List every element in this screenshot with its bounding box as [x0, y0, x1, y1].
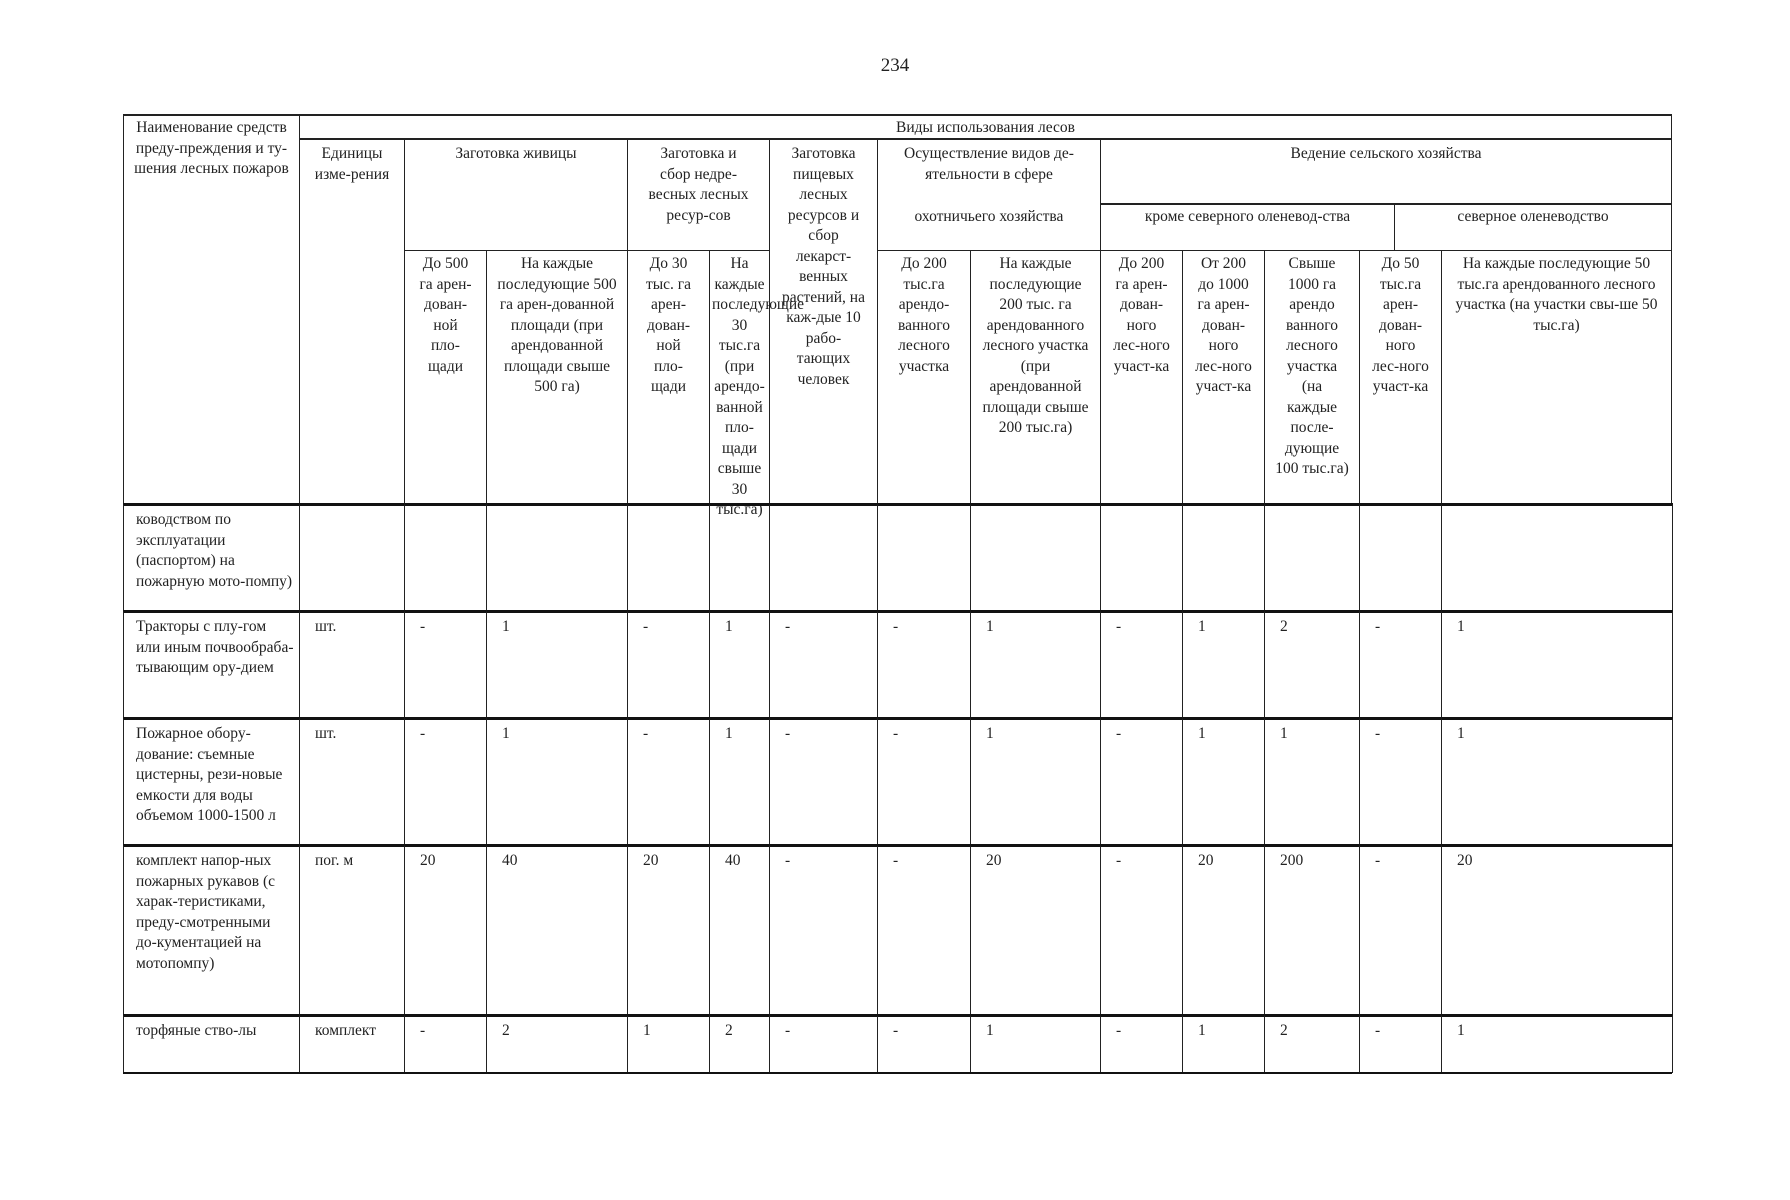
row-value-cell: -	[1100, 1014, 1183, 1073]
row-value-cell: -	[769, 717, 878, 845]
subheader-agri-3: Свыше 1000 га арендо ванного лесного участка (на каждые после-дующие 100 тыс.га)	[1264, 250, 1360, 504]
row-value-cell: 1	[1264, 717, 1360, 845]
row-value-cell: 1	[1441, 717, 1673, 845]
row-unit-cell: шт.	[299, 610, 405, 718]
subheader-resin-1: До 500 га арен-дован-ной пло-щади	[404, 250, 487, 504]
row-value-cell: 20	[970, 844, 1101, 1015]
row-value-cell	[1359, 503, 1442, 611]
row-value-cell: 2	[486, 1014, 628, 1073]
row-value-cell: -	[1100, 844, 1183, 1015]
row-value-cell: 2	[709, 1014, 770, 1073]
header-group-food: Заготовка пищевых лесных ресурсов и сбор лекарст-венных растений, на каж-дые 10 рабо-тающих человек	[769, 138, 878, 504]
row-value-cell: 1	[1182, 1014, 1265, 1073]
row-value-cell	[709, 503, 770, 611]
row-value-cell: -	[877, 610, 971, 718]
row-unit-cell: шт.	[299, 717, 405, 845]
header-agri-reindeer: северное оленеводство	[1394, 203, 1672, 251]
row-value-cell: -	[1359, 844, 1442, 1015]
row-value-cell: -	[1100, 717, 1183, 845]
subheader-hunting-1: До 200 тыс.га арендо-ванного лесного участка	[877, 250, 971, 504]
table-bottom-border	[123, 1072, 1672, 1074]
row-value-cell: 1	[709, 610, 770, 718]
row-value-cell	[1441, 503, 1673, 611]
header-group-agriculture: Ведение сельского хозяйства	[1100, 138, 1672, 204]
header-hunting-bottom: охотничьего хозяйства	[914, 208, 1064, 225]
row-value-cell: -	[1359, 717, 1442, 845]
page-number: 234	[880, 55, 910, 76]
row-value-cell: 1	[627, 1014, 710, 1073]
subheader-nonwood-1: До 30 тыс. га арен-дован-ной пло-щади	[627, 250, 710, 504]
row-value-cell: 1	[1441, 610, 1673, 718]
header-group-resin: Заготовка живицы	[404, 138, 628, 251]
row-unit-cell: пог. м	[299, 844, 405, 1015]
header-unit-column: Единицы изме-рения	[299, 138, 405, 504]
row-name-cell: Тракторы с плу-гом или иным почвообраба-тывающим ору-дием	[123, 610, 300, 718]
row-value-cell: 1	[709, 717, 770, 845]
row-value-cell: -	[877, 844, 971, 1015]
row-value-cell: 1	[1182, 610, 1265, 718]
row-value-cell: -	[769, 610, 878, 718]
subheader-agri-2: От 200 до 1000 га арен-дован-ного лес-ного участ-ка	[1182, 250, 1265, 504]
row-value-cell: 20	[404, 844, 487, 1015]
row-unit-cell: комплект	[299, 1014, 405, 1073]
row-value-cell: -	[404, 717, 487, 845]
row-value-cell: -	[404, 610, 487, 718]
row-name-cell: торфяные ство-лы	[123, 1014, 300, 1073]
row-value-cell	[486, 503, 628, 611]
row-value-cell: -	[877, 1014, 971, 1073]
row-value-cell	[1182, 503, 1265, 611]
row-value-cell: -	[1100, 610, 1183, 718]
subheader-resin-2: На каждые последующие 500 га арен-дованной площади (при арендованной площади свыше 500 га)	[486, 250, 628, 504]
header-name-column: Наименование средств преду-преждения и ту-шения лесных пожаров	[123, 114, 300, 504]
row-unit-cell	[299, 503, 405, 611]
subheader-agri-1: До 200 га арен-дован-ного лес-ного участ-ка	[1100, 250, 1183, 504]
row-value-cell: -	[769, 844, 878, 1015]
forest-fire-equipment-table	[123, 114, 1672, 1072]
row-value-cell: -	[769, 1014, 878, 1073]
header-hunting-top: Осуществление видов де-ятельности в сфере	[904, 145, 1074, 183]
header-group-hunting	[877, 138, 1101, 251]
row-value-cell: 20	[1182, 844, 1265, 1015]
row-value-cell	[1264, 503, 1360, 611]
row-value-cell	[769, 503, 878, 611]
header-forest-use-types: Виды использования лесов	[299, 114, 1672, 139]
subheader-rein-2: На каждые последующие 50 тыс.га арендованного лесного участка (на участки свы-ше 50 тыс.га)	[1441, 250, 1672, 504]
header-group-nonwood: Заготовка и сбор недре-весных лесных ресур-сов	[627, 138, 770, 251]
row-value-cell: 200	[1264, 844, 1360, 1015]
row-value-cell: 2	[1264, 610, 1360, 718]
row-value-cell: 40	[486, 844, 628, 1015]
row-name-cell: Пожарное обору-дование: съемные цистерны, рези-новые емкости для воды объемом 1000-1500 л	[123, 717, 300, 845]
row-value-cell: 1	[486, 717, 628, 845]
row-value-cell: 2	[1264, 1014, 1360, 1073]
row-value-cell	[877, 503, 971, 611]
subheader-rein-1: До 50 тыс.га арен-дован-ного лес-ного участ-ка	[1359, 250, 1442, 504]
row-value-cell	[627, 503, 710, 611]
row-name-cell: ководством по эксплуатации (паспортом) на пожарную мото-помпу)	[123, 503, 300, 611]
row-value-cell: -	[1359, 610, 1442, 718]
row-value-cell: -	[627, 610, 710, 718]
row-value-cell: -	[404, 1014, 487, 1073]
row-value-cell	[1100, 503, 1183, 611]
row-value-cell: 20	[627, 844, 710, 1015]
row-value-cell: 20	[1441, 844, 1673, 1015]
row-value-cell: -	[877, 717, 971, 845]
row-value-cell: 1	[1182, 717, 1265, 845]
subheader-nonwood-2: На каждые последующие 30 тыс.га (при арендо-ванной пло-щади свыше 30 тыс.га)	[709, 250, 770, 504]
row-value-cell: 1	[970, 1014, 1101, 1073]
row-value-cell	[404, 503, 487, 611]
row-value-cell: -	[1359, 1014, 1442, 1073]
row-value-cell: 1	[970, 717, 1101, 845]
subheader-hunting-2: На каждые последующие 200 тыс. га арендованного лесного участка (при арендованной площади свыше 200 тыс.га)	[970, 250, 1101, 504]
row-value-cell: 1	[486, 610, 628, 718]
row-value-cell: -	[627, 717, 710, 845]
row-value-cell	[970, 503, 1101, 611]
row-value-cell: 1	[970, 610, 1101, 718]
header-agri-non-reindeer: кроме северного оленевод-ства	[1100, 203, 1395, 251]
row-name-cell: комплект напор-ных пожарных рукавов (с харак-теристиками, преду-смотренными до-кументацией на мотопомпу)	[123, 844, 300, 1015]
row-value-cell: 1	[1441, 1014, 1673, 1073]
row-value-cell: 40	[709, 844, 770, 1015]
